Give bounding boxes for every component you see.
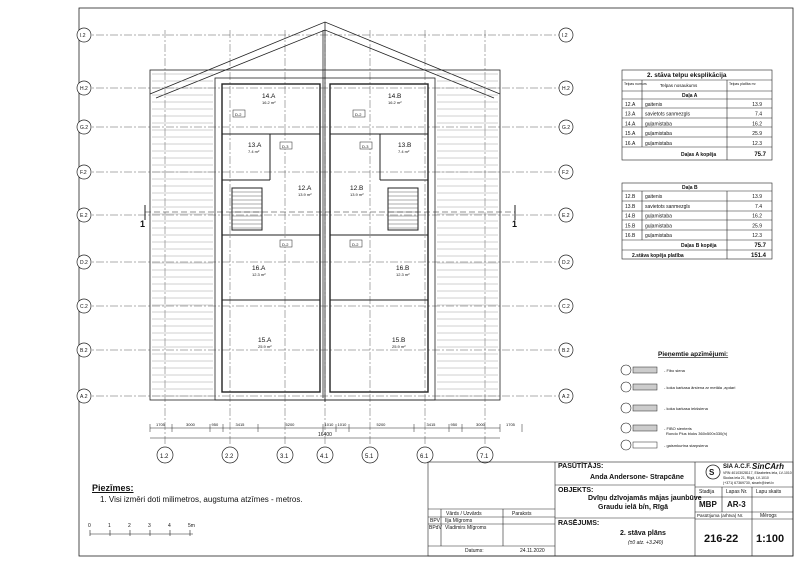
- dimension-text: 950: [211, 422, 219, 427]
- scale-label: 4: [168, 523, 171, 529]
- legend-symbol: [621, 423, 631, 433]
- drawing-label: RASĒJUMS:: [558, 520, 600, 527]
- person-role: BPV: [430, 518, 441, 524]
- room-area: 7.4 m²: [248, 149, 260, 154]
- person-name: Ilja Mīgroms: [445, 518, 473, 524]
- row-code: 12.A: [625, 102, 636, 108]
- row-code: 14.A: [625, 121, 636, 128]
- door-tag: D-3: [282, 144, 289, 149]
- row-name: guļamistaba: [645, 140, 672, 147]
- total-label: Daļas A kopēja: [681, 152, 717, 158]
- door-tag: D-2: [355, 112, 362, 117]
- legend-symbol: [621, 440, 631, 450]
- grid-label: I.2: [562, 33, 568, 39]
- row-area: 16.2: [752, 121, 762, 128]
- grid-label: E.2: [80, 213, 88, 219]
- grid-label: G.2: [80, 125, 89, 131]
- grid-label: G.2: [562, 125, 571, 131]
- grid-label: 4.1: [320, 454, 329, 460]
- row-area: 13.9: [752, 194, 762, 200]
- stage-header: Stadija: [699, 489, 715, 495]
- section-mark-right: 1: [512, 219, 518, 229]
- grid-label: 7.1: [480, 454, 489, 460]
- legend-label: - koka karkasa iekšsiena: [664, 406, 708, 411]
- grid-label: F.2: [562, 170, 569, 176]
- row-area: 12.3: [752, 140, 762, 147]
- row-name: guļamistaba: [645, 213, 672, 220]
- grid-label: C.2: [80, 304, 88, 310]
- company-info: (+371) 67369730, sinarh@inet.lv: [723, 481, 774, 485]
- sheet-value: AR-3: [727, 500, 746, 509]
- person-name: Vladimirs Mīgroms: [445, 525, 487, 531]
- legend-symbol: [621, 365, 631, 375]
- dimension-text: 5200: [376, 422, 386, 427]
- row-area: 16.2: [752, 213, 762, 220]
- note-item: 1. Visi izmēri doti milimetros, augstuma atzīmes - metros.: [100, 495, 303, 504]
- room-code: 15.A: [258, 337, 272, 344]
- date-label: Datums:: [465, 548, 484, 554]
- room-code: 13.B: [398, 142, 412, 149]
- client-name: Anda Andersone- Strapcāne: [590, 474, 684, 481]
- legend-swatch: [633, 442, 657, 448]
- legend-title: Pieņemtie apzīmējumi:: [658, 351, 729, 358]
- row-code: 16.B: [625, 233, 636, 240]
- legend-label: - gaismkurtna starpsiena: [664, 443, 708, 448]
- dimension-text: 3000: [186, 422, 195, 427]
- col-header: Telpas nosaukums: [660, 83, 698, 88]
- room-code: 16.A: [252, 265, 266, 272]
- room-code: 16.B: [396, 265, 410, 272]
- row-area: 7.4: [755, 203, 762, 210]
- dimension-text: 3000: [476, 422, 485, 427]
- company-logo-icon: S: [709, 468, 715, 477]
- sign-header-name: Vārds / Uzvārds: [446, 511, 482, 517]
- grid-label: B.2: [562, 348, 570, 354]
- room-area: 16.2 m²: [388, 100, 402, 105]
- sign-header-signature: Paraksts: [512, 511, 532, 517]
- part-heading: Daļa B: [682, 185, 698, 191]
- legend-label: Rondo Plus bloks 360x500x330(h): [666, 431, 728, 436]
- grid-label: A.2: [80, 394, 88, 400]
- grid-label: I.2: [80, 33, 86, 39]
- door-tag: D-2: [235, 112, 242, 117]
- total-value: 75.7: [754, 243, 766, 249]
- table-title: 2. stāva telpu eksplikācija: [647, 72, 727, 79]
- row-code: 13.A: [625, 111, 636, 118]
- row-name: gaitenis: [645, 194, 663, 200]
- grid-label: 1.2: [160, 454, 169, 460]
- room-area: 7.4 m²: [398, 149, 410, 154]
- object-line1: Dvīņu dzīvojamās mājas jaunbūve: [588, 495, 702, 502]
- scale-value: 1:100: [756, 533, 785, 545]
- overall-width: 16400: [318, 432, 332, 438]
- row-code: 16.A: [625, 140, 636, 147]
- dimension-text: 1010: [337, 422, 347, 427]
- room-area: 13.9 m²: [298, 192, 312, 197]
- dimension-text: 1705: [156, 422, 165, 427]
- room-code: 15.B: [392, 337, 406, 344]
- legend-swatch: [633, 367, 657, 373]
- col-header: Telpas platība m²: [729, 82, 756, 86]
- order-header: Pasūtījuma (arhīva) Nr.: [697, 513, 744, 518]
- dimension-text: 3415: [426, 422, 436, 427]
- legend-swatch: [633, 405, 657, 411]
- drawing-subtitle: (±0 atz. +3.240): [628, 540, 664, 546]
- room-area: 12.3 m²: [396, 272, 410, 277]
- room-area: 12.3 m²: [252, 272, 266, 277]
- grid-label: H.2: [80, 86, 88, 92]
- room-code: 12.A: [298, 185, 312, 192]
- grid-label: 6.1: [420, 454, 429, 460]
- scale-bar: [85, 521, 205, 539]
- row-name: savietots sanmezgls: [645, 111, 691, 118]
- grid-label: E.2: [562, 213, 570, 219]
- company-name: SIA A.C.F.: [723, 464, 751, 470]
- grid-label: B.2: [80, 348, 88, 354]
- dimension-text: 1010: [324, 422, 334, 427]
- legend-label: - Fibo siena: [664, 368, 685, 373]
- company-logo-text: SinCArh: [752, 462, 784, 471]
- row-code: 15.B: [625, 223, 636, 230]
- grid-label: D.2: [80, 260, 88, 266]
- dimension-text: 3415: [235, 422, 245, 427]
- order-value: 216-22: [704, 533, 739, 545]
- legend-label: - koka karkasa ārsiena ar metāla ,apdari: [664, 385, 736, 390]
- row-name: guļamistaba: [645, 233, 672, 240]
- row-code: 14.B: [625, 213, 636, 220]
- company-info: Skolas iela 21, Rīgā, LV-1010: [723, 476, 769, 480]
- client-label: PASŪTĪTĀJS:: [558, 463, 604, 470]
- sheet-header: Lapas Nr.: [726, 489, 748, 495]
- section-mark-left: 1: [140, 219, 146, 229]
- room-code: 14.A: [262, 93, 276, 100]
- dimension-text: 950: [450, 422, 458, 427]
- door-tag: D-2: [352, 242, 359, 247]
- door-tag: D-2: [282, 242, 289, 247]
- row-name: gaitenis: [645, 102, 663, 108]
- legend-symbol: [621, 382, 631, 392]
- grid-label: A.2: [562, 394, 570, 400]
- col-header: Telpas numurs: [624, 82, 647, 86]
- notes-heading: Piezīmes:: [92, 483, 134, 493]
- room-code: 13.A: [248, 142, 262, 149]
- part-heading: Daļa A: [682, 93, 698, 99]
- room-area: 13.9 m²: [350, 192, 364, 197]
- room-area: 25.9 m²: [392, 344, 406, 349]
- row-name: guļamistaba: [645, 121, 672, 128]
- room-area: 16.2 m²: [262, 100, 276, 105]
- scale-label: 5m: [188, 523, 195, 529]
- grid-label: 5.1: [365, 454, 374, 460]
- room-area: 25.9 m²: [258, 344, 272, 349]
- grand-total-value: 151.4: [750, 253, 766, 259]
- row-name: guļamistaba: [645, 223, 672, 230]
- row-area: 13.9: [752, 102, 762, 108]
- person-role: BPdV: [429, 525, 442, 531]
- row-area: 25.9: [752, 223, 762, 230]
- object-label: OBJEKTS:: [558, 487, 594, 494]
- row-code: 15.A: [625, 131, 636, 138]
- grand-total-label: 2.stāva kopēja platība: [632, 253, 684, 259]
- legend-symbol: [621, 403, 631, 413]
- dimension-text: 1705: [506, 422, 515, 427]
- total-label: Daļas B kopēja: [681, 243, 717, 249]
- room-code: 12.B: [350, 185, 364, 192]
- drawing-title: 2. stāva plāns: [620, 530, 666, 537]
- grid-label: C.2: [562, 304, 570, 310]
- scale-label: 3: [148, 523, 151, 529]
- date-value: 24.11.2020: [520, 548, 545, 554]
- sheets-header: Lapu skaits: [756, 489, 782, 495]
- row-code: 13.B: [625, 203, 636, 210]
- company-info: VRN 40103028117, Elizabetes iela, LV-1010: [723, 471, 792, 475]
- grid-label: H.2: [562, 86, 570, 92]
- door-tag: D-3: [362, 144, 369, 149]
- grid-label: 2.2: [225, 454, 234, 460]
- room-code: 14.B: [388, 93, 402, 100]
- scale-header: Mērogs: [760, 513, 777, 519]
- notes-block: [92, 483, 303, 504]
- scale-label: 1: [108, 523, 111, 529]
- object-line2: Graudu ielā b/n, Rīgā: [598, 504, 669, 511]
- stage-value: MBP: [699, 500, 717, 509]
- row-area: 25.9: [752, 131, 762, 138]
- row-name: savietots sanmezgls: [645, 203, 691, 210]
- row-code: 12.B: [625, 194, 636, 200]
- grid-label: D.2: [562, 260, 570, 266]
- row-name: guļamistaba: [645, 131, 672, 138]
- legend-swatch: [633, 384, 657, 390]
- row-area: 12.3: [752, 233, 762, 240]
- grid-label: F.2: [80, 170, 87, 176]
- legend-swatch: [633, 425, 657, 431]
- total-value: 75.7: [754, 152, 766, 158]
- grid-label: 3.1: [280, 454, 289, 460]
- row-area: 7.4: [755, 111, 762, 118]
- legend-label: - FIBO sienteris: [664, 426, 692, 431]
- scale-label: 2: [128, 523, 131, 529]
- scale-label: 0: [88, 523, 91, 529]
- dimension-text: 5200: [285, 422, 295, 427]
